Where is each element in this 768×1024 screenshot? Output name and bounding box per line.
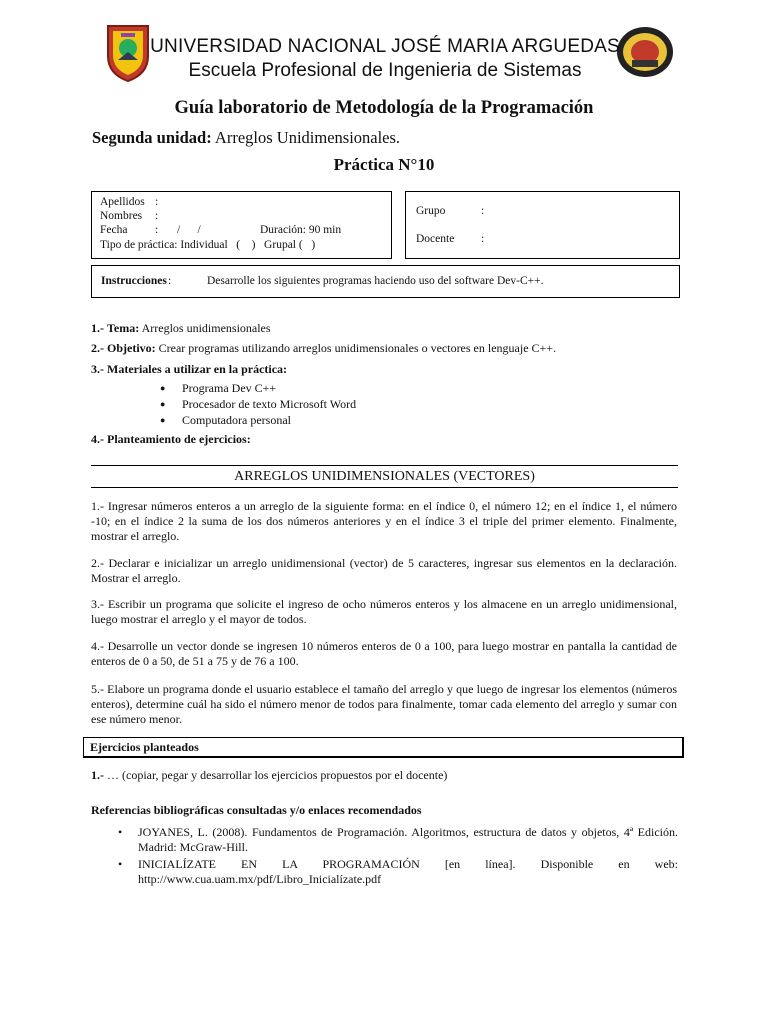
unit-label: Segunda unidad: — [92, 128, 212, 147]
bullet-icon: • — [118, 825, 123, 839]
docente-label: Docente — [416, 233, 455, 245]
material-text: Procesador de texto Microsoft Word — [182, 397, 357, 411]
bullet-icon: • — [118, 857, 123, 871]
list-item — [160, 412, 356, 428]
reference-link[interactable]: http://www.cua.uam.mx/pdf/Libro_Inicialízate.pdf — [138, 872, 382, 886]
section-tema — [91, 321, 271, 336]
section-materiales: 3.- Materiales a utilizar en la práctica: — [91, 362, 288, 376]
nombres-colon: : — [155, 210, 159, 222]
section-objetivo — [91, 341, 556, 356]
reference-text: JOYANES, L. (2008). Fundamentos de Programación. Algoritmos, estructura de datos y objetos, 4ª Edición. Madrid: McGraw-Hill. — [138, 825, 678, 854]
section-1-label: Tema: — [107, 321, 140, 335]
nombres-label: Nombres — [100, 210, 143, 222]
apellidos-colon: : — [155, 196, 159, 208]
materials-list — [160, 380, 356, 428]
instructions-text: Desarrolle los siguientes programas haciendo uso del software Dev-C++. — [207, 275, 544, 287]
section-planteamiento: 4.- Planteamiento de ejercicios: — [91, 432, 251, 446]
student-info-box — [91, 191, 392, 259]
section-1-number: 1.- — [91, 321, 104, 335]
bullet-icon: ● — [160, 399, 166, 409]
document-title: Guía laboratorio de Metodología de la Programación — [174, 98, 594, 118]
docente-colon: : — [481, 233, 485, 245]
list-item — [160, 396, 356, 412]
exercise-2 — [91, 556, 677, 586]
planteados-number: 1.- — [91, 768, 104, 782]
exercise-text: Ingresar números enteros a un arreglo de la siguiente forma: en el índice 0, el número 12; en el índice 1, el número -10; en el índice 2 la suma de los dos números anteriores y en el índice 3 el triple del primer elemento. Finalmente, mostrar el arreglo. — [91, 499, 677, 543]
practice-number: Práctica N°10 — [333, 155, 435, 174]
exercise-text: Desarrolle un vector donde se ingresen 10 números enteros de 0 a 100, para luego mostrar en pantalla la cantidad de enteros de 0 a 50, de 51 a 75 y de 76 a 100. — [91, 639, 678, 668]
exercise-text: Escribir un programa que solicite el ingreso de ocho números enteros y los almacene en un arreglo unidimensional, luego mostrar el arreglo y el mayor de todos. — [91, 597, 677, 626]
unit-value: Arreglos Unidimensionales. — [214, 128, 401, 147]
list-item — [160, 380, 356, 396]
section-2-number: 2.- — [91, 341, 104, 355]
section-2-label: Objetivo: — [107, 341, 156, 355]
exercise-number: 3.- — [91, 597, 104, 611]
planteados-box — [83, 737, 684, 758]
section-1-text: Arreglos unidimensionales — [141, 321, 271, 335]
planteados-text: … (copiar, pegar y desarrollar los ejercicios propuestos por el docente) — [107, 768, 448, 782]
exercise-1 — [91, 499, 677, 544]
fecha-separators: / / — [177, 224, 201, 236]
unit-line — [92, 128, 400, 148]
planteados-item — [91, 768, 447, 783]
sistemas-seal-logo — [616, 26, 674, 78]
material-text: Computadora personal — [182, 413, 291, 427]
exercise-number: 5.- — [91, 682, 104, 696]
divider-bottom — [91, 487, 678, 488]
instructions-box — [91, 265, 680, 298]
apellidos-label: Apellidos — [100, 196, 145, 208]
exercise-number: 2.- — [91, 556, 104, 570]
university-name: UNIVERSIDAD NACIONAL JOSÉ MARIA ARGUEDAS — [150, 36, 620, 57]
duracion-text: Duración: 90 min — [260, 224, 342, 236]
reference-item — [118, 857, 678, 889]
tipo-practica: Tipo de práctica: Individual ( ) Grupal ( ) — [100, 239, 316, 251]
instructions-colon: : — [168, 275, 172, 287]
exercises-title: ARREGLOS UNIDIMENSIONALES (VECTORES) — [234, 469, 535, 484]
exercise-number: 4.- — [91, 639, 104, 653]
bullet-icon: ● — [160, 383, 166, 393]
exercise-text: Elabore un programa donde el usuario establece el tamaño del arreglo y que luego de ingresar los elementos (números enteros), determine cuál ha sido el número menor de todos para finalmente, tomar cada elemento del arreglo y sumar con ese número menor. — [91, 682, 677, 726]
reference-text: INICIALÍZATE EN LA PROGRAMACIÓN [en línea]. Disponible en web: — [138, 857, 678, 871]
bullet-icon: ● — [160, 415, 166, 425]
exercise-5 — [91, 682, 677, 727]
material-text: Programa Dev C++ — [182, 381, 277, 395]
group-info-box — [405, 191, 680, 259]
university-crest-logo — [104, 24, 152, 82]
exercise-number: 1.- — [91, 499, 104, 513]
divider-top — [91, 465, 678, 466]
planteados-title: Ejercicios planteados — [90, 740, 199, 754]
section-2-text: Crear programas utilizando arreglos unidimensionales o vectores en lenguaje C++. — [158, 341, 557, 355]
fecha-colon: : — [155, 224, 159, 236]
school-name: Escuela Profesional de Ingenieria de Sistemas — [188, 60, 582, 81]
exercise-3 — [91, 597, 677, 627]
exercise-4 — [91, 639, 677, 669]
references-title: Referencias bibliográficas consultadas y/o enlaces recomendados — [91, 803, 422, 817]
reference-item — [118, 825, 678, 855]
grupo-label: Grupo — [416, 205, 446, 217]
exercise-text: Declarar e inicializar un arreglo unidimensional (vector) de 5 caracteres, ingresar sus elementos en la declaración. Mostrar el arreglo. — [91, 556, 677, 585]
fecha-label: Fecha — [100, 224, 128, 236]
instructions-label: Instrucciones — [101, 275, 167, 287]
grupo-colon: : — [481, 205, 485, 217]
